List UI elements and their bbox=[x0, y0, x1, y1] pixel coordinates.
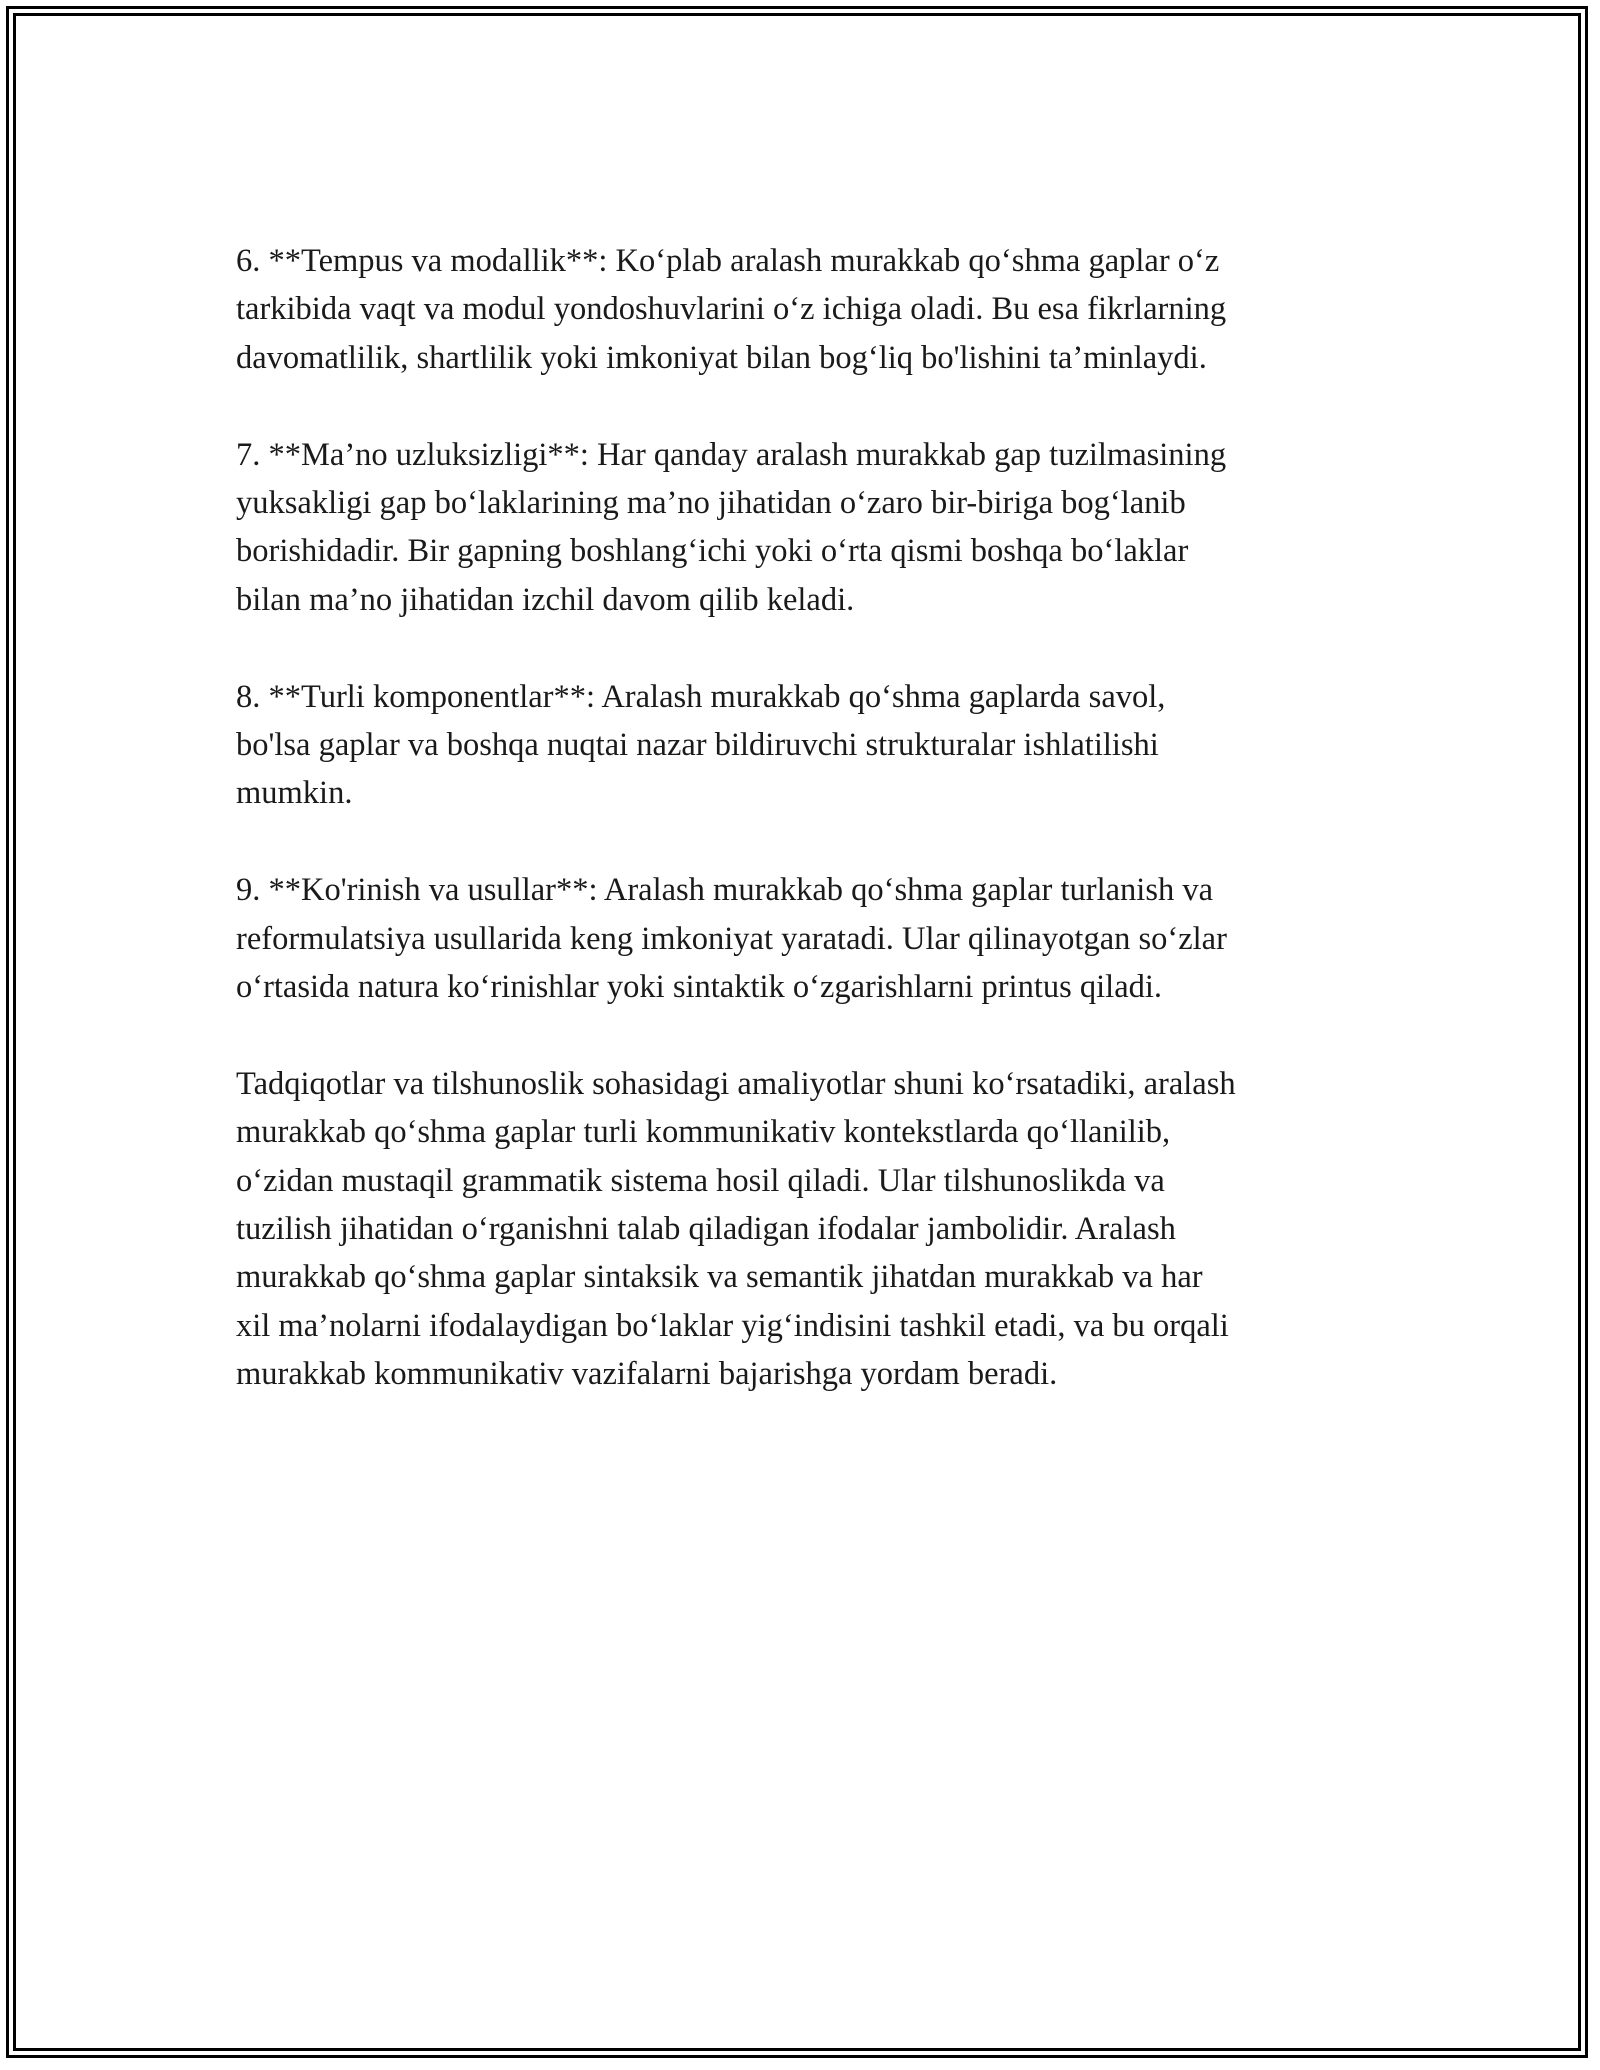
paragraph-tempus-modallik: 6. **Tempus va modallik**: Ko‘plab aralash murakkab qo‘shma gaplar o‘z tarkibida vaqt va modul yondoshuvlarini o‘z ichiga oladi. Bu esa fikrlarning davomatlilik, shartlilik yoki imkoniyat bilan bog‘liq bo'lishini ta’minlaydi. bbox=[236, 243, 1227, 376]
document-body bbox=[236, 237, 1376, 1399]
paragraph-turli-komponentlar: 8. **Turli komponentlar**: Aralash murakkab qo‘shma gaplarda savol, bo'lsa gaplar va boshqa nuqtai nazar bildiruvchi strukturalar ishlatilishi mumkin. bbox=[236, 678, 1166, 812]
paragraph-conclusion: Tadqiqotlar va tilshunoslik sohasidagi amaliyotlar shuni ko‘rsatadiki, aralash murakkab qo‘shma gaplar turli kommunikativ kontekstlarda qo‘llanilib, o‘zidan mustaqil grammatik sistema hosil qiladi. Ular tilshunoslikda va tuzilish jihatidan o‘rganishni talab qiladigan ifodalar jambolidir. Aralash murakkab qo‘shma gaplar sintaksik va semantik jihatdan murakkab va har xil ma’nolarni ifodalaydigan bo‘laklar yig‘indisini tashkil etadi, va bu orqali murakkab kommunikativ vazifalarni bajarishga yordam beradi. bbox=[236, 1065, 1236, 1393]
paragraph-korinish-usullar: 9. **Ko'rinish va usullar**: Aralash murakkab qo‘shma gaplar turlanish va reformulatsiya usullarida keng imkoniyat yaratadi. Ular qilinayotgan so‘zlar o‘rtasida natura ko‘rinishlar yoki sintaktik o‘zgarishlarni printus qiladi. bbox=[236, 872, 1227, 1006]
paragraph-mano-uzluksizligi: 7. **Ma’no uzluksizligi**: Har qanday aralash murakkab gap tuzilmasining yuksakligi gap bo‘laklarining ma’no jihatidan o‘zaro bir-biriga bog‘lanib borishidadir. Bir gapning boshlang‘ichi yoki o‘rta qismi boshqa bo‘laklar bilan ma’no jihatidan izchil davom qilib keladi. bbox=[236, 436, 1227, 618]
